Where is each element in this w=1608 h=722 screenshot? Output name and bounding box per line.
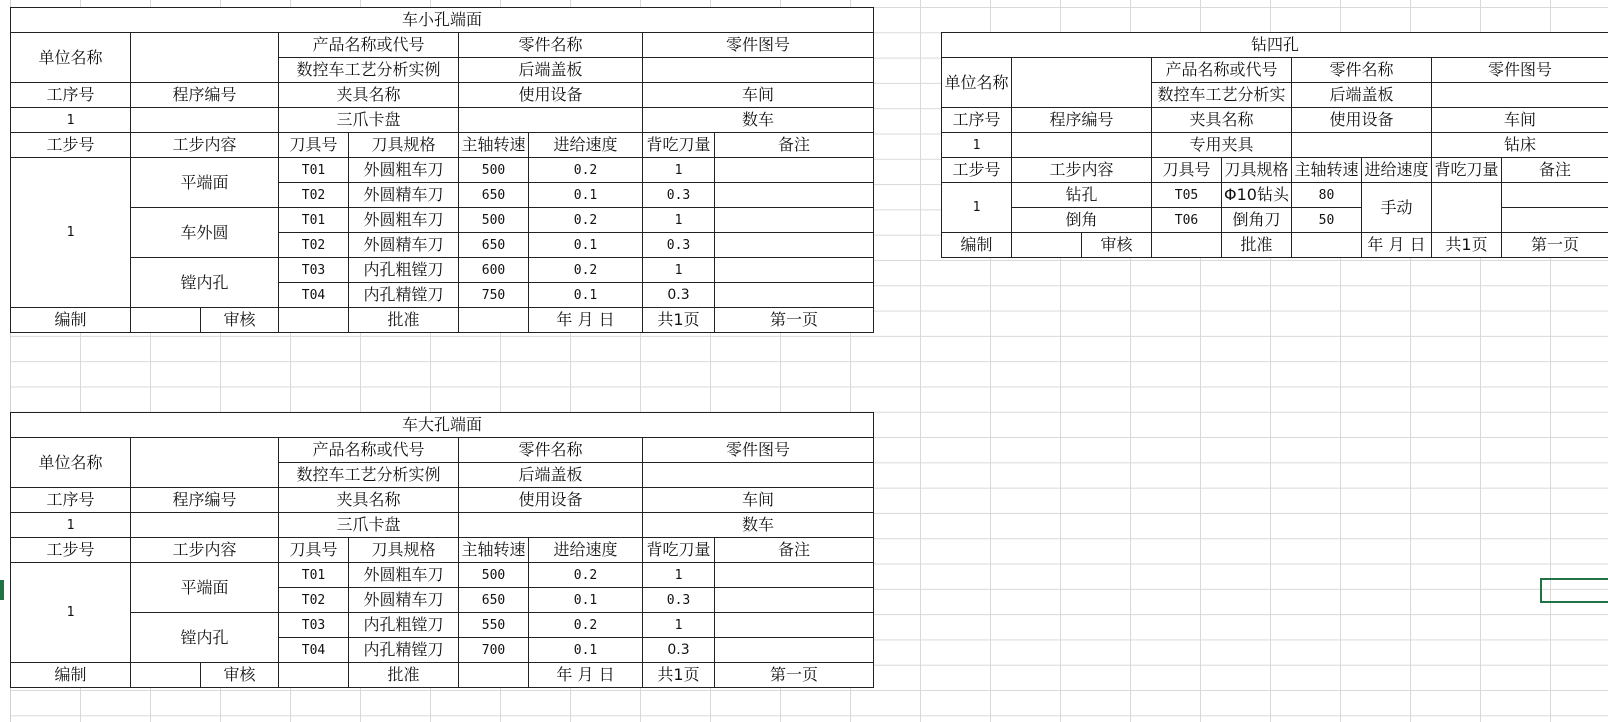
note-cell[interactable] [715, 638, 874, 663]
unit-name-label[interactable]: 单位名称 [11, 33, 131, 83]
feed-rate-cell[interactable]: 0.1 [529, 588, 643, 613]
feed-rate-cell[interactable]: 0.1 [529, 283, 643, 308]
step-content-turn-outer[interactable]: 车外圆 [131, 208, 279, 258]
part-name-value[interactable]: 后端盖板 [459, 58, 643, 83]
cut-depth-cell[interactable]: 0.3 [643, 588, 715, 613]
tool-spec-cell[interactable]: Φ10钻头 [1222, 183, 1292, 208]
step-no-value[interactable]: 1 [11, 158, 131, 308]
workshop-label[interactable]: 车间 [1432, 108, 1608, 133]
unit-name-value[interactable] [131, 438, 279, 488]
selected-cell[interactable] [1540, 578, 1608, 603]
tool-no-cell[interactable]: T03 [279, 613, 349, 638]
step-content-label[interactable]: 工步内容 [131, 538, 279, 563]
tool-no-label[interactable]: 刀具号 [279, 133, 349, 158]
total-pages[interactable]: 共1页 [643, 663, 715, 688]
reviewed-by-label[interactable]: 审核 [201, 308, 279, 333]
workshop-label[interactable]: 车间 [643, 83, 874, 108]
feed-rate-cell[interactable]: 0.1 [529, 233, 643, 258]
part-drawing-value[interactable] [643, 58, 874, 83]
page-number[interactable]: 第一页 [1502, 233, 1608, 258]
feed-rate-label[interactable]: 进给速度 [529, 538, 643, 563]
unit-name-value[interactable] [1012, 58, 1152, 108]
date-label[interactable]: 年 月 日 [529, 308, 643, 333]
step-no-label[interactable]: 工步号 [11, 538, 131, 563]
tool-no-cell[interactable]: T06 [1152, 208, 1222, 233]
approved-by-label[interactable]: 批准 [1222, 233, 1292, 258]
tool-spec-cell[interactable]: 外圆粗车刀 [349, 563, 459, 588]
equipment-label[interactable]: 使用设备 [459, 488, 643, 513]
step-no-value[interactable]: 1 [942, 183, 1012, 233]
spindle-speed-cell[interactable]: 500 [459, 563, 529, 588]
cut-depth-cell[interactable]: 1 [643, 613, 715, 638]
step-no-label[interactable]: 工步号 [11, 133, 131, 158]
feed-rate-manual[interactable]: 手动 [1362, 183, 1432, 233]
spindle-speed-cell[interactable]: 80 [1292, 183, 1362, 208]
note-cell[interactable] [715, 233, 874, 258]
equipment-label[interactable]: 使用设备 [1292, 108, 1432, 133]
reviewed-by-label[interactable]: 审核 [1082, 233, 1152, 258]
program-no-label[interactable]: 程序编号 [131, 488, 279, 513]
date-label[interactable]: 年 月 日 [1362, 233, 1432, 258]
note-cell[interactable] [715, 158, 874, 183]
tool-spec-label[interactable]: 刀具规格 [349, 538, 459, 563]
step-no-label[interactable]: 工步号 [942, 158, 1012, 183]
reviewed-by-label[interactable]: 审核 [201, 663, 279, 688]
approved-by-value[interactable] [459, 308, 529, 333]
spindle-speed-cell[interactable]: 500 [459, 208, 529, 233]
equipment-value[interactable] [459, 513, 643, 538]
part-name-value[interactable]: 后端盖板 [459, 463, 643, 488]
tool-no-label[interactable]: 刀具号 [1152, 158, 1222, 183]
process-card-large-hole [10, 412, 874, 688]
cut-depth-cell[interactable]: 0.3 [643, 233, 715, 258]
reviewed-by-value[interactable] [279, 308, 349, 333]
note-cell[interactable] [715, 183, 874, 208]
process-no-value[interactable]: 1 [11, 513, 131, 538]
part-drawing-label[interactable]: 零件图号 [1432, 58, 1608, 83]
tool-spec-label[interactable]: 刀具规格 [1222, 158, 1292, 183]
equipment-value[interactable] [1292, 133, 1432, 158]
cut-depth-cell[interactable]: 0.3 [643, 183, 715, 208]
unit-name-label[interactable]: 单位名称 [942, 58, 1012, 108]
part-name-label[interactable]: 零件名称 [459, 33, 643, 58]
active-row-marker [0, 580, 4, 600]
tool-spec-cell[interactable]: 外圆精车刀 [349, 233, 459, 258]
cut-depth-label[interactable]: 背吃刀量 [1432, 158, 1502, 183]
workshop-value[interactable]: 钻床 [1432, 133, 1608, 158]
part-name-label[interactable]: 零件名称 [459, 438, 643, 463]
spindle-speed-cell[interactable]: 700 [459, 638, 529, 663]
program-no-value[interactable] [131, 513, 279, 538]
process-no-value[interactable]: 1 [11, 108, 131, 133]
step-content-bore[interactable]: 镗内孔 [131, 258, 279, 308]
cut-depth-cell[interactable]: 0.3 [643, 638, 715, 663]
fixture-value[interactable]: 专用夹具 [1152, 133, 1292, 158]
program-no-value[interactable] [131, 108, 279, 133]
note-cell[interactable] [715, 613, 874, 638]
workshop-value[interactable]: 数车 [643, 513, 874, 538]
note-label[interactable]: 备注 [715, 538, 874, 563]
spindle-speed-cell[interactable]: 50 [1292, 208, 1362, 233]
cut-depth-label[interactable]: 背吃刀量 [643, 133, 715, 158]
step-no-value[interactable]: 1 [11, 563, 131, 663]
fixture-value[interactable]: 三爪卡盘 [279, 108, 459, 133]
fixture-label[interactable]: 夹具名称 [279, 488, 459, 513]
cut-depth-cell[interactable]: 1 [643, 208, 715, 233]
approved-by-value[interactable] [1292, 233, 1362, 258]
approved-by-label[interactable]: 批准 [349, 308, 459, 333]
feed-rate-cell[interactable]: 0.2 [529, 258, 643, 283]
cut-depth-cell[interactable]: 0.3 [643, 283, 715, 308]
fixture-label[interactable]: 夹具名称 [1152, 108, 1292, 133]
date-label[interactable]: 年 月 日 [529, 663, 643, 688]
product-name-label[interactable]: 产品名称或代号 [279, 33, 459, 58]
card-title[interactable]: 车小孔端面 [11, 8, 874, 33]
spindle-speed-cell[interactable]: 650 [459, 233, 529, 258]
note-label[interactable]: 备注 [715, 133, 874, 158]
product-name-value[interactable]: 数控车工艺分析实 [1152, 83, 1292, 108]
step-content-face[interactable]: 平端面 [131, 158, 279, 208]
equipment-label[interactable]: 使用设备 [459, 83, 643, 108]
cut-depth-cell[interactable]: 1 [643, 158, 715, 183]
feed-rate-cell[interactable]: 0.2 [529, 613, 643, 638]
cut-depth-label[interactable]: 背吃刀量 [643, 538, 715, 563]
process-no-value[interactable]: 1 [942, 133, 1012, 158]
program-no-label[interactable]: 程序编号 [131, 83, 279, 108]
compiled-by-label[interactable]: 编制 [942, 233, 1012, 258]
spindle-speed-label[interactable]: 主轴转速 [459, 133, 529, 158]
process-card-small-hole [10, 7, 874, 333]
part-drawing-label[interactable]: 零件图号 [643, 438, 874, 463]
part-drawing-label[interactable]: 零件图号 [643, 33, 874, 58]
page-number[interactable]: 第一页 [715, 308, 874, 333]
spindle-speed-cell[interactable]: 600 [459, 258, 529, 283]
tool-spec-cell[interactable]: 内孔精镗刀 [349, 638, 459, 663]
tool-no-cell[interactable]: T04 [279, 638, 349, 663]
tool-no-cell[interactable]: T02 [279, 183, 349, 208]
compiled-by-value[interactable] [131, 663, 201, 688]
fixture-label[interactable]: 夹具名称 [279, 83, 459, 108]
spindle-speed-cell[interactable]: 500 [459, 158, 529, 183]
tool-no-cell[interactable]: T02 [279, 233, 349, 258]
unit-name-value[interactable] [131, 33, 279, 83]
process-no-label[interactable]: 工序号 [942, 108, 1012, 133]
equipment-value[interactable] [459, 108, 643, 133]
feed-rate-cell[interactable]: 0.1 [529, 183, 643, 208]
feed-rate-cell[interactable]: 0.2 [529, 158, 643, 183]
feed-rate-label[interactable]: 进给速度 [1362, 158, 1432, 183]
note-cell[interactable] [715, 588, 874, 613]
tool-spec-cell[interactable]: 内孔粗镗刀 [349, 258, 459, 283]
feed-rate-cell[interactable]: 0.2 [529, 208, 643, 233]
approved-by-label[interactable]: 批准 [349, 663, 459, 688]
card-title[interactable]: 车大孔端面 [11, 413, 874, 438]
compiled-by-value[interactable] [131, 308, 201, 333]
feed-rate-cell[interactable]: 0.2 [529, 563, 643, 588]
tool-no-cell[interactable]: T01 [279, 563, 349, 588]
tool-spec-cell[interactable]: 外圆粗车刀 [349, 158, 459, 183]
tool-spec-cell[interactable]: 内孔粗镗刀 [349, 613, 459, 638]
process-card-drill-four-holes [941, 32, 1608, 258]
part-drawing-value[interactable] [1432, 83, 1608, 108]
spindle-speed-label[interactable]: 主轴转速 [459, 538, 529, 563]
program-no-value[interactable] [1012, 133, 1152, 158]
tool-no-cell[interactable]: T05 [1152, 183, 1222, 208]
note-cell[interactable] [1502, 183, 1608, 208]
part-name-value[interactable]: 后端盖板 [1292, 83, 1432, 108]
step-content-bore[interactable]: 镗内孔 [131, 613, 279, 663]
note-cell[interactable] [715, 563, 874, 588]
total-pages[interactable]: 共1页 [1432, 233, 1502, 258]
tool-no-cell[interactable]: T01 [279, 208, 349, 233]
tool-no-cell[interactable]: T03 [279, 258, 349, 283]
tool-spec-label[interactable]: 刀具规格 [349, 133, 459, 158]
product-name-value[interactable]: 数控车工艺分析实例 [279, 58, 459, 83]
note-cell[interactable] [715, 208, 874, 233]
approved-by-value[interactable] [459, 663, 529, 688]
step-content-cell[interactable]: 钻孔 [1012, 183, 1152, 208]
tool-spec-cell[interactable]: 外圆精车刀 [349, 183, 459, 208]
compiled-by-label[interactable]: 编制 [11, 663, 131, 688]
cut-depth-cell[interactable]: 1 [643, 258, 715, 283]
step-content-label[interactable]: 工步内容 [131, 133, 279, 158]
reviewed-by-value[interactable] [279, 663, 349, 688]
unit-name-label[interactable]: 单位名称 [11, 438, 131, 488]
tool-no-cell[interactable]: T04 [279, 283, 349, 308]
spindle-speed-cell[interactable]: 650 [459, 588, 529, 613]
fixture-value[interactable]: 三爪卡盘 [279, 513, 459, 538]
cut-depth-cell[interactable] [1432, 183, 1502, 233]
program-no-label[interactable]: 程序编号 [1012, 108, 1152, 133]
spindle-speed-cell[interactable]: 550 [459, 613, 529, 638]
tool-no-cell[interactable]: T02 [279, 588, 349, 613]
step-content-label[interactable]: 工步内容 [1012, 158, 1152, 183]
step-content-face[interactable]: 平端面 [131, 563, 279, 613]
compiled-by-label[interactable]: 编制 [11, 308, 131, 333]
note-cell[interactable] [1502, 208, 1608, 233]
workshop-value[interactable]: 数车 [643, 108, 874, 133]
tool-no-cell[interactable]: T01 [279, 158, 349, 183]
part-drawing-value[interactable] [643, 463, 874, 488]
feed-rate-label[interactable]: 进给速度 [529, 133, 643, 158]
tool-spec-cell[interactable]: 内孔精镗刀 [349, 283, 459, 308]
product-name-label[interactable]: 产品名称或代号 [1152, 58, 1292, 83]
tool-spec-cell[interactable]: 倒角刀 [1222, 208, 1292, 233]
process-no-label[interactable]: 工序号 [11, 83, 131, 108]
tool-no-label[interactable]: 刀具号 [279, 538, 349, 563]
product-name-label[interactable]: 产品名称或代号 [279, 438, 459, 463]
compiled-by-value[interactable] [1012, 233, 1082, 258]
tool-spec-cell[interactable]: 外圆精车刀 [349, 588, 459, 613]
reviewed-by-value[interactable] [1152, 233, 1222, 258]
note-cell[interactable] [715, 283, 874, 308]
card-title[interactable]: 钻四孔 [942, 33, 1608, 58]
total-pages[interactable]: 共1页 [643, 308, 715, 333]
process-no-label[interactable]: 工序号 [11, 488, 131, 513]
product-name-value[interactable]: 数控车工艺分析实例 [279, 463, 459, 488]
tool-spec-cell[interactable]: 外圆粗车刀 [349, 208, 459, 233]
workshop-label[interactable]: 车间 [643, 488, 874, 513]
note-label[interactable]: 备注 [1502, 158, 1608, 183]
feed-rate-cell[interactable]: 0.1 [529, 638, 643, 663]
cut-depth-cell[interactable]: 1 [643, 563, 715, 588]
note-cell[interactable] [715, 258, 874, 283]
page-number[interactable]: 第一页 [715, 663, 874, 688]
spindle-speed-label[interactable]: 主轴转速 [1292, 158, 1362, 183]
spindle-speed-cell[interactable]: 650 [459, 183, 529, 208]
part-name-label[interactable]: 零件名称 [1292, 58, 1432, 83]
spindle-speed-cell[interactable]: 750 [459, 283, 529, 308]
step-content-cell[interactable]: 倒角 [1012, 208, 1152, 233]
